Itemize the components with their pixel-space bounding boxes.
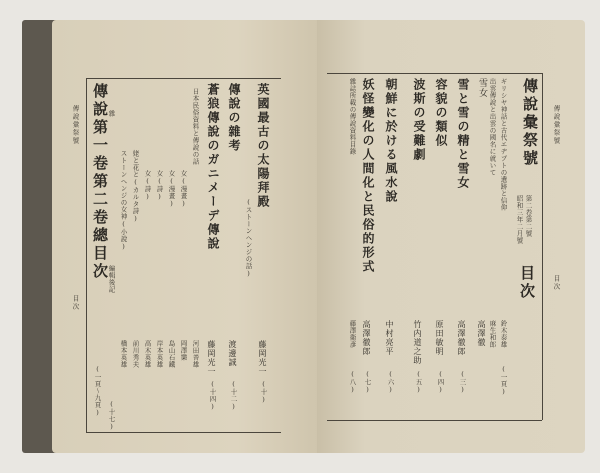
- toc-entry-author: 藤岡光一: [207, 340, 216, 376]
- toc-entry-author: 島山石鐵: [167, 340, 176, 368]
- toc-entry-page: (十四): [208, 380, 217, 411]
- toc-entry-title: 日本民俗資料と傳說の話: [191, 88, 200, 165]
- toc-entry-author: 鈴木泰雄: [499, 320, 508, 348]
- toc-entry-title: 雜: [107, 110, 116, 117]
- toc-entry-page: (四): [436, 370, 445, 394]
- toc-entry-page: (八): [348, 370, 357, 394]
- open-book: [22, 20, 582, 453]
- toc-entry-title: 傳說の雜考: [227, 83, 241, 153]
- toc-entry-title: 出雲傳說と出雲の國名に就いて: [488, 78, 497, 176]
- toc-entry-title: ギリシヤ神話と古代エヂプトの遺跡と信仰: [499, 78, 508, 211]
- toc-entry-title: 雜誌所載の傳說資料目錄: [348, 78, 357, 155]
- toc-entry-page: (一頁): [499, 365, 508, 396]
- toc-entry-title: 雪女: [477, 78, 487, 98]
- toc-entry-author: 高澤徹: [477, 320, 486, 347]
- toc-entry-author: 麻生和郎: [488, 320, 497, 348]
- toc-entry-author: 渡邊誠: [228, 340, 237, 367]
- toc-entry-page: (六): [386, 370, 395, 394]
- toc-entry-subtitle: (ストーンヘンジの話): [244, 198, 253, 278]
- toc-entry-page: (十七): [107, 400, 116, 431]
- running-header: 傳說彙祭號: [552, 105, 561, 145]
- issue-number: 第二卷第二號: [524, 195, 533, 237]
- issue-date: 昭和三年二月號: [515, 195, 524, 244]
- running-header-side: 目次: [552, 275, 561, 291]
- toc-entry-author: 高木英雄: [143, 340, 152, 368]
- toc-entry-author: 前川秀夫: [131, 340, 140, 368]
- top-rule: [327, 73, 542, 74]
- toc-entry-title: ストーンヘンジの女神(小說): [119, 150, 128, 251]
- toc-entry-author: 中村亮平: [385, 320, 394, 356]
- right-page: [317, 20, 585, 453]
- journal-title: 傳說彙祭號: [521, 78, 539, 168]
- margin-rule: [542, 73, 543, 420]
- toc-entry-author: 橋本英雄: [119, 340, 128, 368]
- toc-entry-author: 河田善雄: [191, 340, 200, 368]
- toc-entry-page: (十二): [229, 380, 238, 411]
- toc-entry-author: 岡澤樂: [179, 340, 188, 361]
- toc-entry-title: 朝鮮に於ける風水說: [384, 78, 398, 204]
- toc-entry-page: (一頁〜九頁): [93, 365, 102, 417]
- toc-entry-author: 竹内道之助: [413, 320, 422, 365]
- running-header: 傳說彙祭號: [71, 105, 80, 145]
- toc-entry-page: (三): [458, 370, 467, 394]
- toc-entry-title: 女(詩): [155, 170, 164, 201]
- toc-heading: 目次: [518, 265, 536, 301]
- toc-entry-author: 岸本英雄: [155, 340, 164, 368]
- toc-entry-title: 女(漫畫): [167, 170, 176, 208]
- toc-entry-author: 藤岡光一: [258, 340, 267, 376]
- toc-entry-author: 高澤徹郎: [457, 320, 466, 356]
- toc-entry-title: 女(漫畫): [179, 170, 188, 208]
- top-rule: [86, 78, 281, 79]
- toc-entry-title: 英國最古の太陽拜殿: [256, 83, 270, 209]
- toc-entry-title: 妖怪變化の人間化と民俗的形式: [361, 78, 375, 274]
- toc-entry-title: 容貌の類似: [434, 78, 448, 148]
- toc-entry-title: 雪と雪の精と雪女: [456, 78, 470, 190]
- toc-entry-author: 原田敏明: [435, 320, 444, 356]
- toc-entry-author: 高澤徹郎: [362, 320, 371, 356]
- toc-entry-page: (七): [363, 370, 372, 394]
- running-header-side: 目次: [71, 295, 80, 311]
- margin-rule: [86, 78, 87, 432]
- bottom-rule: [86, 432, 281, 433]
- toc-entry-title: 蒼狼傳說のガニメーデ傳說: [206, 83, 220, 251]
- bottom-rule: [327, 420, 542, 421]
- toc-entry-title: 女(詩): [143, 170, 152, 201]
- toc-entry-title: 編輯後記: [107, 265, 116, 293]
- toc-entry-title: 傳說第一卷第二卷總目次: [91, 83, 109, 281]
- toc-entry-page: (十): [259, 380, 268, 404]
- toc-entry-page: (五): [414, 370, 423, 394]
- toc-entry-title: 波斯の受難劇: [412, 78, 426, 162]
- left-page: [52, 20, 317, 453]
- toc-entry-title: 姥と花と(カルタ詩): [131, 150, 140, 223]
- toc-entry-author: 藤澤衛彥: [348, 320, 357, 348]
